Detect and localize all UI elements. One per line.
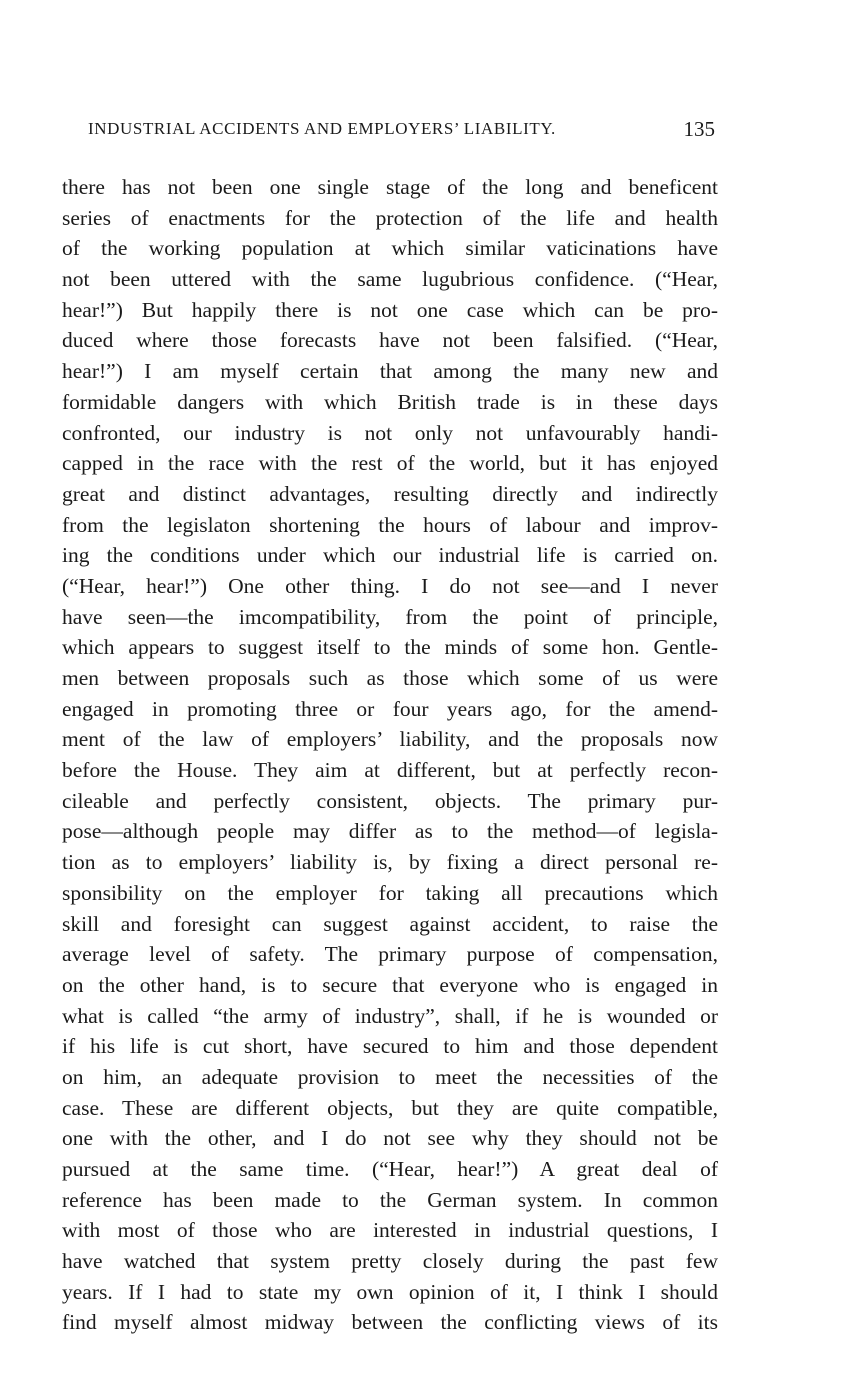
text-line: great and distinct advantages, resulting directly and indirectly: [62, 481, 718, 506]
text-line: engaged in promoting three or four years ago, for the amend-: [62, 696, 718, 721]
running-title: INDUSTRIAL ACCIDENTS AND EMPLOYERS’ LIABILITY.: [88, 119, 556, 138]
text-line: on him, an adequate provision to meet the necessities of the: [62, 1064, 718, 1089]
text-line: from the legislaton shortening the hours of labour and improv-: [62, 512, 718, 537]
text-line: average level of safety. The primary purpose of compensation,: [62, 942, 718, 967]
text-line: with most of those who are interested in industrial questions, I: [62, 1218, 718, 1243]
text-line: pursued at the same time. (“Hear, hear!”) A great deal of: [62, 1157, 718, 1181]
text-line: cileable and perfectly consistent, objects. The primary pur-: [62, 788, 718, 813]
text-line: pose—although people may differ as to the method—of legisla-: [62, 819, 718, 844]
text-line: what is called “the army of industry”, shall, if he is wounded or: [62, 1003, 718, 1028]
page-number: 135: [683, 117, 715, 141]
text-line: (“Hear, hear!”) One other thing. I do not see—and I never: [62, 573, 718, 598]
text-line: one with the other, and I do not see why they should not be: [62, 1126, 718, 1151]
text-line: duced where those forecasts have not been falsified. (“Hear,: [62, 328, 718, 353]
text-line: there has not been one single stage of the long and beneficent: [62, 175, 718, 199]
text-line: if his life is cut short, have secured to him and those dependent: [62, 1034, 718, 1059]
text-line: have watched that system pretty closely during the past few: [62, 1249, 718, 1274]
text-line: tion as to employers’ liability is, by fixing a direct personal re-: [62, 850, 718, 875]
text-line: of the working population at which similar vaticinations have: [62, 236, 718, 261]
text-line: sponsibility on the employer for taking all precautions which: [62, 880, 718, 905]
text-line: ing the conditions under which our industrial life is carried on.: [62, 543, 718, 568]
text-line: case. These are different objects, but they are quite compatible,: [62, 1095, 718, 1120]
text-line: years. If I had to state my own opinion of it, I think I should: [62, 1279, 718, 1304]
text-line: have seen—the imcompatibility, from the point of principle,: [62, 604, 718, 629]
running-head: [88, 114, 715, 144]
text-line: on the other hand, is to secure that everyone who is engaged in: [62, 972, 718, 997]
text-line: which appears to suggest itself to the minds of some hon. Gentle-: [62, 635, 718, 660]
text-line: skill and foresight can suggest against accident, to raise the: [62, 911, 718, 936]
text-line: find myself almost midway between the conflicting views of its: [62, 1310, 718, 1335]
text-line: confronted, our industry is not only not unfavourably handi-: [62, 420, 718, 445]
text-line: men between proposals such as those which some of us were: [62, 666, 718, 690]
body-text: [62, 172, 718, 1338]
text-line: series of enactments for the protection of the life and health: [62, 205, 718, 230]
text-line: capped in the race with the rest of the world, but it has enjoyed: [62, 451, 718, 476]
text-line: formidable dangers with which British trade is in these days: [62, 389, 718, 414]
text-line: hear!”) But happily there is not one case which can be pro-: [62, 297, 718, 322]
text-line: hear!”) I am myself certain that among the many new and: [62, 359, 718, 384]
text-line: reference has been made to the German system. In common: [62, 1187, 718, 1212]
text-line: before the House. They aim at different, but at perfectly recon-: [62, 758, 718, 783]
text-line: not been uttered with the same lugubrious confidence. (“Hear,: [62, 267, 718, 292]
text-line: ment of the law of employers’ liability, and the proposals now: [62, 727, 718, 752]
